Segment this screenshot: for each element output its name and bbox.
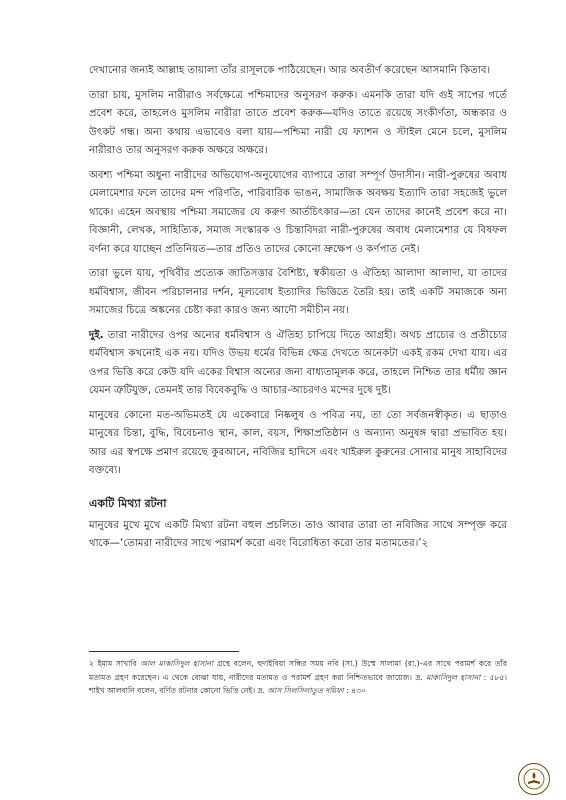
paragraph-1: দেখানোর জন্যই আল্লাহ তায়ালা তাঁর রাসূলকে পাঠিয়েছেন। আর অবতীর্ণ করেছেন আসমানি কিতাব। xyxy=(89,65,491,76)
section-paragraph: মানুষের মুখে মুখে একটি মিথ্যা রটনা বহুল প্রচলিত। তাও আবার তারা তা নবিজির সাথে সম্পৃক্ত করে থাকে—‘তোমরা নারীদের সাথে পরামর্শ করো এবং বিরোধিতা করো তার মতামতের।’২ xyxy=(89,519,507,549)
paragraph-4: তারা ভুলে যায়, পৃথিবীর প্রত্যেক জাতিসত্তার বৈশিষ্ট্য, স্বকীয়তা ও ঐতিহ্য আলাদা আলাদা, যা তাদের ধর্মবিশ্বাস, জীবন পরিচালনার দর্শন, মূল্যবোধ ইত্যাদির ভিত্তিতে তৈরি হয়। তাই একটি সমাজকে অন্য সমাজের চিত্রে অঙ্কনের চেষ্টা করা কারও জন্য আদৌ সমীচীন নয়। xyxy=(89,268,507,316)
footnote: ২ ইমাম সাখাবি আল মাকাসিদুল হাসানা গ্রন্থে বলেন, হুদাইবিয়া সন্ধির সময় নবি (সা.) উম্মে সালামা (রা.)-এর সাথে পরামর্শ করে তাঁর মতামত গ্রহণ করেছেন। এ থেকে বোঝা যায়, নারীদের মতামত ও পরামর্শ গ্রহণ করা নিশ্চিতভাবে জায়েজ। দ্র. মাকাসিদুল হাসানা : ৫৮৫। শাইখ আলবানি বলেন, বর্ণিত রটনার কোনো ভিত্তি নেই। দ্র. আস সিলসিলাতুত দয়িফা : ৪৩০ xyxy=(89,659,508,696)
footnote-divider xyxy=(89,651,239,652)
paragraph-2: তারা চায়, মুসলিম নারীরাও সর্বক্ষেত্রে পশ্চিমাদের অনুসরণ করুক। এমনকি তারা যদি গুই সাপের গর্তে প্রবেশ করে, তাহলেও মুসলিম নারীরা তাতে প্রবেশ করুক—যদিও তাতে রয়েছে সংকীর্ণতা, অন্ধকার ও উৎকট গন্ধ। অন্য কথায় এভাবেও বলা যায়—পশ্চিমা নারী যে ফ্যাশন ও স্টাইল মেনে চলে, মুসলিম নারীরাও তার অনুসরণ করুক অক্ষরে অক্ষরে। xyxy=(89,89,507,156)
page-body xyxy=(89,62,507,560)
footnote-book-title: মাকাসিদুল হাসানা xyxy=(426,672,481,682)
paragraph-lead-number: দুই. xyxy=(89,329,104,341)
paragraph-3: অবশ্য পশ্চিমা অধুনা নারীদের অভিযোগ-অনুযোগের ব্যাপারে তারা সম্পূর্ণ উদাসীন। নারী-পুরুষের অবাধ মেলামেশার ফলে তাদের মন্দ পরিণতি, পারিবারিক ভাঙন, সামাজিক অবক্ষয় ইত্যাদি তারা সহজেই ভুলে থাকে। এহেন অবস্থায় পশ্চিমা সমাজের যে করুণ আর্তচিৎকার—তা যেন তাদের কানেই প্রবেশ করে না। বিজ্ঞানী, লেখক, সাহিত্যিক, সমাজ সংস্কারক ও চিন্তাবিদরা নারী-পুরুষের অবাধ মেলামেশার যে বিষফল বর্ণনা করে যাচ্ছেন প্রতিনিয়ত—তার প্রতিও তাদের কোনো ভ্রুক্ষেপ ও কর্ণপাত নেই। xyxy=(89,169,507,255)
publisher-logo-icon xyxy=(518,763,550,795)
section-heading: একটি মিথ্যা রটনা xyxy=(89,496,167,510)
footnote-book-title: আস সিলসিলাতুত দয়িফা xyxy=(267,686,344,696)
paragraph-6: মানুষের কোনো মত-অভিমতই যে একেবারে নিষ্কলুষ ও পবিত্র নয়, তা তো সর্বজনস্বীকৃত। এ ছাড়াও মানুষের চিন্তা, বুদ্ধি, বিবেচনাও স্থান, কাল, বয়স, শিক্ষাপ্রতিষ্ঠান ও অন্যান্য অনুষঙ্গ দ্বারা প্রভাবিত হয়। আর এর স্বপক্ষে প্রমাণ রয়েছে কুরআনে, নবিজির হাদিসে এবং খাইরুল কুরুনের সোনার মানুষ সাহাবিদের বক্তব্যে। xyxy=(89,409,507,476)
paragraph-5: দুই. তারা নারীদের ওপর অন্যের ধর্মবিশ্বাস ও ঐতিহ্য চাপিয়ে দিতে আগ্রহী। অথচ প্রাচ্যের ও প্রতীচ্যের ধর্মবিশ্বাস কখনোই এক নয়। যদিও উভয় ধর্মের বিভিন্ন ক্ষেত্র দেখতে অনেকটা একই রকম দেখা যায়। এর ওপর ভিত্তি করে কেউ যদি একের বিশ্বাস অন্যের জন্য বাধ্যতামূলক করে, তাহলে নিশ্চিত তার ধর্মীয় জ্ঞান যেমন ত্রুটিযুক্ত, তেমনই তার বিবেকবুদ্ধি ও আচার-আচরণও মন্দের দুষে দুষ্ট। xyxy=(89,329,507,396)
footnote-book-title: আল মাকাসিদুল হাসানা xyxy=(140,659,214,668)
